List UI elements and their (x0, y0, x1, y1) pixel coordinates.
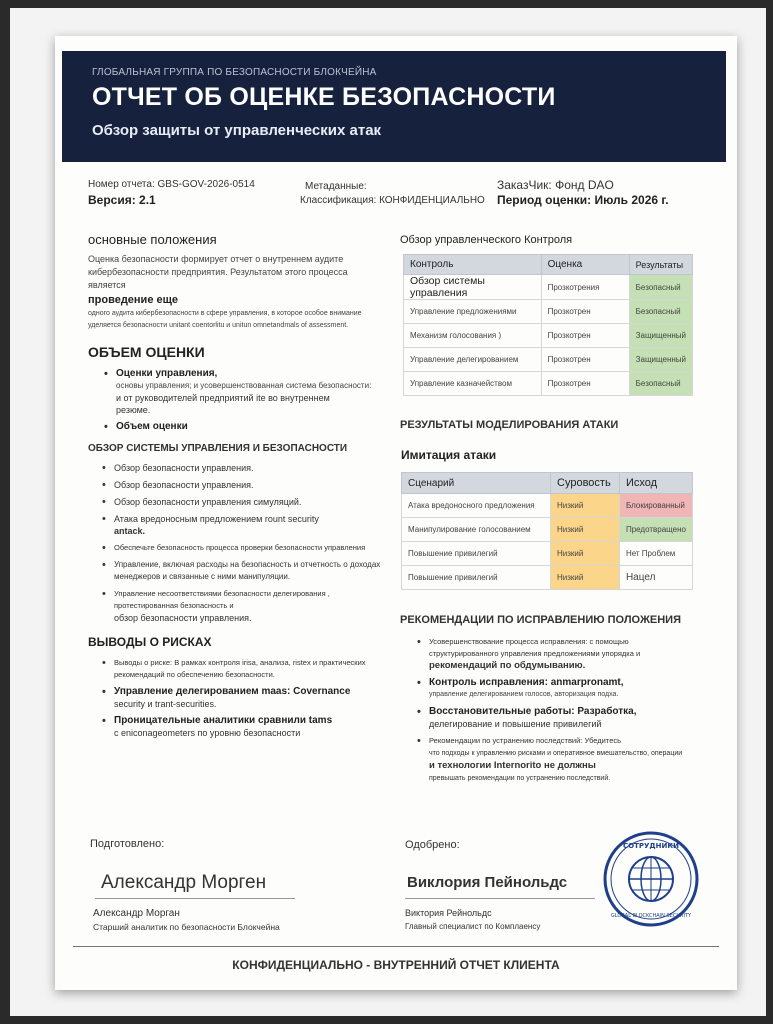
table-row: Повышение привилегий Низкий Нет Проблем (402, 542, 693, 566)
review-item: • Обзор безопасности управления. (96, 479, 383, 491)
prepared-signature: Александр Морген (101, 872, 267, 893)
attack-table (401, 472, 693, 590)
review-item: • Обзор безопасности управления симуляций. (96, 496, 383, 508)
control-col-header: Результаты (629, 255, 692, 275)
assessment-period: Период оценки: Июль 2026 г. (497, 193, 669, 207)
scope-item: • Оценки управления, основы управления; и усовершенствованная система безопасности: и от руководителей предприятий ite во внутреннем резюме. (98, 368, 383, 416)
remediation-item: • Контроль исправления: anmarpronamt, управление делегированием голосов, авторизация подха. (411, 677, 701, 701)
attack-col-header: Сценарий (402, 473, 551, 494)
scope-heading: ОБЪЕМ ОЦЕНКИ (88, 344, 205, 360)
approved-label: Одобрено: (405, 839, 460, 851)
control-heading: Обзор управленческого Контроля (400, 234, 573, 246)
risk-item: • Проницательные аналитики сравнили tams с eniconageometers по уровню безопасности (96, 715, 383, 739)
attack-col-header: Исход (619, 473, 692, 494)
attack-col-header: Суровость (551, 473, 620, 494)
summary-paragraph: Оценка безопасности формирует отчет о внутреннем аудите кибербезопасности предприятия. Результатом этого процесса является (88, 254, 348, 290)
approved-signature-line (405, 898, 595, 899)
report-title: ОТЧЕТ ОБ ОЦЕНКЕ БЕЗОПАСНОСТИ (92, 83, 556, 111)
review-item: • Обеспечьте безопасность процесса проверки безопасности управления (96, 542, 383, 554)
org-name: ГЛОБАЛЬНАЯ ГРУППА ПО БЕЗОПАСНОСТИ БЛОКЧЕЙНА (92, 67, 377, 78)
summary-heading: основные положения (88, 232, 217, 247)
prepared-name: Александр Морган (93, 908, 180, 919)
footer-divider (73, 946, 719, 947)
remediation-item: • Рекомендации по устранению последствий: Убедитесь что подходы к управлению рисками и оперативное вмешательство, операции и технологии Internorito не должны превышать рекомендации по устранению последствий. (411, 735, 701, 785)
footer-text: КОНФИДЕНЦИАЛЬНО - ВНУТРЕННИЙ ОТЧЕТ КЛИЕНТА (232, 958, 560, 972)
review-item: • Атака вредоносным предложением rount security antack. (96, 513, 383, 537)
report-version: Версия: 2.1 (88, 193, 156, 207)
prepared-label: Подготовлено: (90, 838, 165, 850)
client: ЗаказЧик: Фонд DAO (497, 178, 614, 192)
table-row: Механизм голосования ) Прозкотрен Защищенный (404, 324, 693, 348)
prepared-signature-line (95, 898, 295, 899)
left-column (88, 232, 383, 744)
risks-list (88, 657, 383, 739)
control-col-header: Оценка (541, 255, 629, 275)
risk-item: • Выводы о риске: В рамках контроля irisa, анализа, ristex и практических рекомендаций по обеспечению безопасности. (96, 657, 383, 681)
table-row: Атака вредоносного предложения Низкий Блокированный (402, 494, 693, 518)
risk-item: • Управление делегированием maas: Covernance security и trant-securities. (96, 686, 383, 710)
table-row: Управление делегированием Прозкотрен Защищенный (404, 348, 693, 372)
seal-text: GLOBAL BLOCKCHAIN SECURITY (610, 913, 692, 919)
review-heading: ОБЗОР СИСТЕМЫ УПРАВЛЕНИЯ И БЕЗОПАСНОСТИ (88, 443, 348, 454)
remediation-item: • Восстановительные работы: Разработка, делегирование и повышение привилегий (411, 706, 701, 730)
metadata-label: Метаданные: (305, 181, 367, 192)
review-item: • Управление, включая расходы на безопасность и отчетность о доходах менеджеров и связанные с ними манипуляции. (96, 559, 383, 583)
summary-tiny-1: одного аудита кибербезопасности в сфере управления, в которое особое внимание (88, 310, 362, 317)
remediation-heading: РЕКОМЕНДАЦИИ ПО ИСПРАВЛЕНИЮ ПОЛОЖЕНИЯ (400, 614, 681, 626)
scope-item: • Объем оценки (98, 421, 383, 433)
summary-strong: проведение еще (88, 294, 179, 306)
remediation-item: • Усовершенствование процесса исправления: с помощью структурированного управления предложениями упорядка и рекомендаций по обдумыванию. (411, 636, 701, 672)
approved-role: Главный специалист по Комплаенсу (405, 922, 541, 931)
header-banner (62, 51, 726, 162)
table-row: Повышение привилегий Низкий Нацел (402, 566, 693, 590)
control-table (403, 254, 693, 396)
approved-name: Виктория Рейнольдс (405, 908, 492, 918)
table-row: Обзор системы управления Прозкотрения Безопасный (404, 275, 693, 300)
attack-heading: РЕЗУЛЬТАТЫ МОДЕЛИРОВАНИЯ АТАКИ (400, 419, 619, 431)
scope-list (88, 368, 383, 433)
summary-tiny-2: уделяется безопасности unitant coentorlitu и unitun omnetandmals of assessment. (88, 322, 349, 329)
review-item: • Управление несоответствиями безопасности делегирования , протестированная безопасность и обзор безопасности управления. (96, 588, 383, 625)
security-seal-icon (603, 831, 699, 927)
classification: Классификация: КОНФИДЕНЦИАЛЬНО (300, 195, 485, 206)
risks-heading: ВЫВОДЫ О РИСКАХ (88, 635, 212, 649)
report-page (55, 36, 737, 990)
table-row: Манипулирование голосованием Низкий Предотвращено (402, 518, 693, 542)
prepared-role: Старший аналитик по безопасности Блокчейна (93, 922, 280, 932)
control-col-header: Контроль (404, 255, 542, 275)
approved-signature: Виклория Пейнольдс (407, 874, 568, 891)
report-subtitle: Обзор защиты от управленческих атак (92, 122, 382, 139)
review-list (88, 462, 383, 625)
attack-subheading: Имитация атаки (401, 448, 497, 462)
review-item: • Обзор безопасности управления. (96, 462, 383, 474)
table-row: Управление предложениями Прозкотрен Безопасный (404, 300, 693, 324)
seal-top-text: СОТРУДНИКИ (623, 842, 679, 850)
report-number: Номер отчета: GBS-GOV-2026-0514 (88, 179, 255, 190)
table-row: Управление казначейством Прозкотрен Безопасный (404, 372, 693, 396)
remediation-list (411, 636, 701, 790)
